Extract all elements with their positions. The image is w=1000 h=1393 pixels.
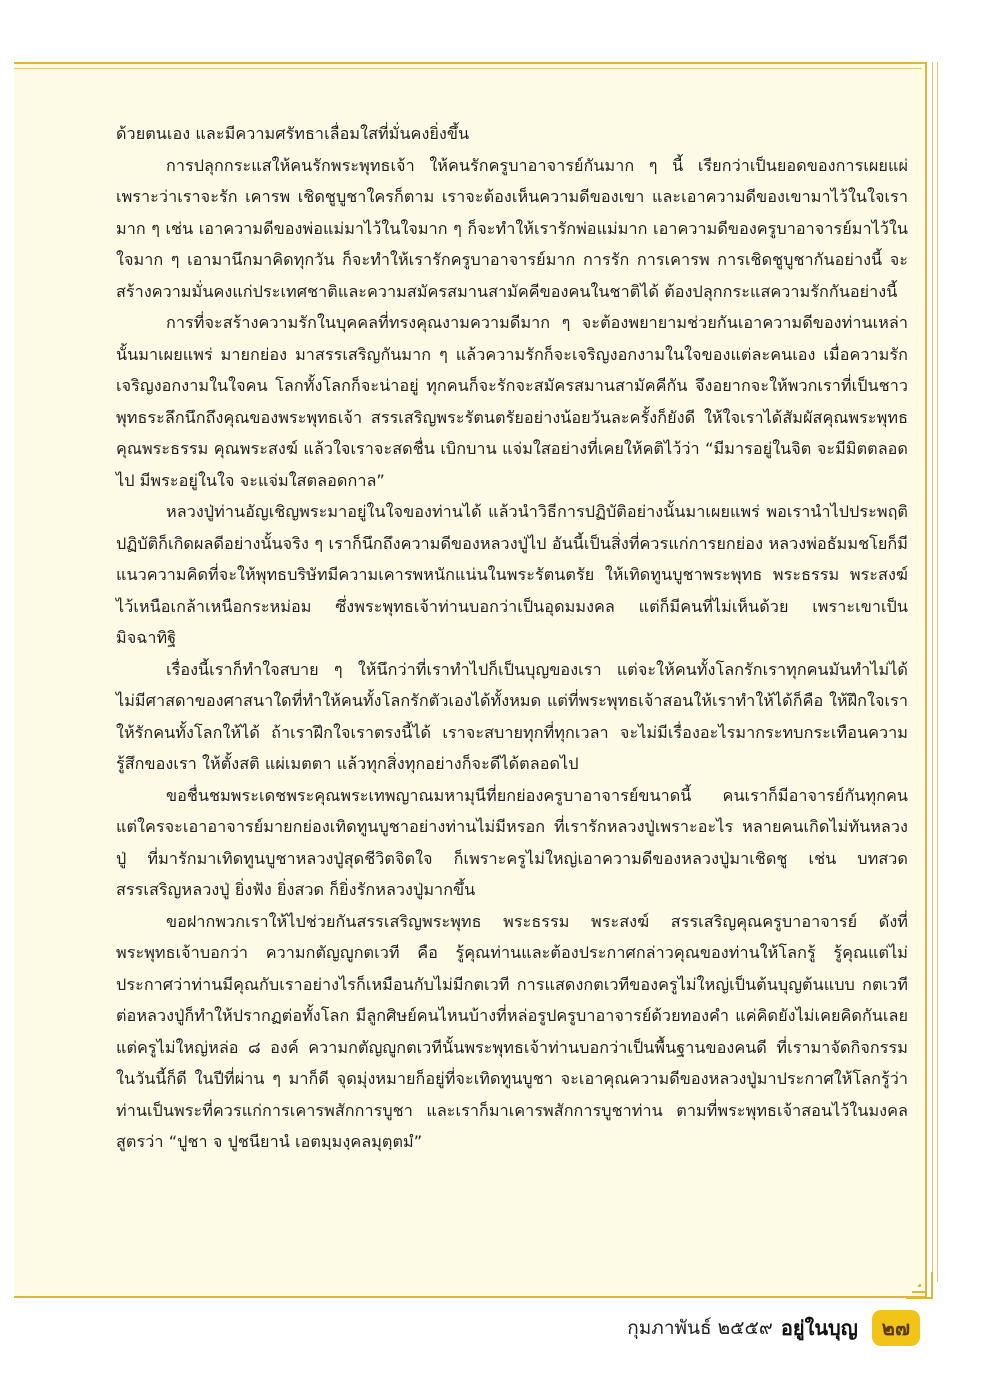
frame-line-right	[932, 62, 933, 1298]
paragraph-1: ด้วยตนเอง และมีความศรัทธาเลื่อมใสที่มั่นคงยิ่งขึ้น	[116, 124, 470, 143]
issue-date: กุมภาพันธ์ ๒๕๕๙	[627, 1317, 773, 1339]
article-body	[116, 118, 908, 1158]
paragraph-4: หลวงปู่ท่านอัญเชิญพระมาอยู่ในใจของท่านได้ แล้วนำวิธีการปฏิบัติอย่างนั้นมาเผยแพร่ พอเรานำไปประพฤติปฏิบัติก็เกิดผลดีอย่างนั้นจริง ๆ เราก็นึกถึงความดีของหลวงปู่ไป อันนี้เป็นสิ่งที่ควรแก่การยกย่อง หลวงพ่อธัมมชโยก็มีแนวความคิดที่จะให้พุทธบริษัทมีความเคารพหนักแน่นในพระรัตนตรัย ให้เทิดทูนบูชาพระพุทธ พระธรรม พระสงฆ์ ไว้เหนือเกล้าเหนือกระหม่อม ซึ่งพระพุทธเจ้าท่านบอกว่าเป็นอุดมมงคล แต่ก็มีคนที่ไม่เห็นด้วย เพราะเขาเป็นมิจฉาทิฐิ	[116, 502, 908, 647]
frame-line-top	[14, 68, 922, 69]
paragraph-6: ขอชื่นชมพระเดชพระคุณพระเทพญาณมหามุนีที่ยกย่องครูบาอาจารย์ขนาดนี้ คนเราก็มีอาจารย์กันทุกคน แต่ใครจะเอาอาจารย์มายกย่องเทิดทูนบูชาอย่างท่านไม่มีหรอก ที่เรารักหลวงปู่เพราะอะไร หลายคนเกิดไม่ทันหลวงปู่ ที่มารักมาเทิดทูนบูชาหลวงปู่สุดชีวิตจิตใจ ก็เพราะครูไม่ใหญ่เอาความดีของหลวงปู่มาเชิดชู เช่น บทสวดสรรเสริญหลวงปู่ ยิ่งฟัง ยิ่งสวด ก็ยิ่งรักหลวงปู่มากขึ้น	[116, 785, 908, 899]
page-footer	[627, 1310, 920, 1346]
paragraph-2: การปลุกกระแสให้คนรักพระพุทธเจ้า ให้คนรักครูบาอาจารย์กันมาก ๆ นี้ เรียกว่าเป็นยอดของการเผยแผ่ เพราะว่าเราจะรัก เคารพ เชิดชูบูชาใครก็ตาม เราจะต้องเห็นความดีของเขา และเอาความดีของเขามาไว้ในใจเรามาก ๆ เช่น เอาความดีของพ่อแม่มาไว้ในใจมาก ๆ ก็จะทำให้เรารักพ่อแม่มาก เอาความดีของครูบาอาจารย์มาไว้ในใจมาก ๆ เอามานึกมาคิดทุกวัน ก็จะทำให้เรารักครูบาอาจารย์มาก การรัก การเคารพ การเชิดชูบูชากันอย่างนี้ จะสร้างความมั่นคงแก่ประเทศชาติและความสมัครสมานสามัคคีของคนในชาติได้ ต้องปลุกกระแสความรักกันอย่างนี้	[116, 155, 908, 301]
paragraph-5: เรื่องนี้เราก็ทำใจสบาย ๆ ให้นึกว่าที่เราทำไปก็เป็นบุญของเรา แต่จะให้คนทั้งโลกรักเราทุกคนมันทำไม่ได้ ไม่มีศาสดาของศาสนาใดที่ทำให้คนทั้งโลกรักตัวเองได้ทั้งหมด แต่ที่พระพุทธเจ้าสอนให้เราทำให้ได้ก็คือ ให้ฝึกใจเราให้รักคนทั้งโลกให้ได้ ถ้าเราฝึกใจเราตรงนี้ได้ เราจะสบายทุกที่ทุกเวลา จะไม่มีเรื่องอะไรมากระทบกระเทือนความรู้สึกของเรา ให้ตั้งสติ แผ่เมตตา แล้วทุกสิ่งทุกอย่างก็จะดีได้ตลอดไป	[116, 659, 908, 773]
paragraph-7: ขอฝากพวกเราให้ไปช่วยกันสรรเสริญพระพุทธ พระธรรม พระสงฆ์ สรรเสริญคุณครูบาอาจารย์ ดังที่พระพุทธเจ้าบอกว่า ความกตัญญูกตเวที คือ รู้คุณท่านและต้องประกาศกล่าวคุณของท่านให้โลกรู้ รู้คุณแต่ไม่ประกาศว่าท่านมีคุณกับเราอย่างไรก็เหมือนกับไม่มีกตเวที การแสดงกตเวทีของครูไม่ใหญ่เป็นต้นบุญต้นแบบ กตเวทีต่อหลวงปู่ก็ทำให้ปรากฏต่อทั้งโลก มีลูกศิษย์คนไหนบ้างที่หล่อรูปครูบาอาจารย์ด้วยทองคำ แค่คิดยังไม่เคยคิดกันเลย แต่ครูไม่ใหญ่หล่อ ๘ องค์ ความกตัญญูกตเวทีนั้นพระพุทธเจ้าท่านบอกว่าเป็นพื้นฐานของคนดี ที่เรามาจัดกิจกรรมในวันนี้ก็ดี ในปีที่ผ่าน ๆ มาก็ดี จุดมุ่งหมายก็อยู่ที่จะเทิดทูนบูชา จะเอาคุณความดีของหลวงปู่มาประกาศให้โลกรู้ว่า ท่านเป็นพระที่ควรแก่การเคารพสักการบูชา และเราก็มาเคารพสักการบูชาท่าน ตามที่พระพุทธเจ้าสอนไว้ในมงคลสูตรว่า “ปูชา จ ปูชนียานํ เอตมฺมงฺคลมุตฺตมํ”	[116, 911, 908, 1151]
frame-line-right-inner	[937, 62, 938, 1282]
paragraph-3: การที่จะสร้างความรักในบุคคลที่ทรงคุณงามความดีมาก ๆ จะต้องพยายามช่วยกันเอาความดีของท่านเหล่านั้นมาเผยแพร่ มายกย่อง มาสรรเสริญกันมาก ๆ แล้วความรักก็จะเจริญงอกงามในใจของแต่ละคนเอง เมื่อความรักเจริญงอกงามในใจคน โลกทั้งโลกก็จะน่าอยู่ ทุกคนก็จะรักจะสมัครสมานสามัคคีกัน จึงอยากจะให้พวกเราที่เป็นชาวพุทธระลึกนึกถึงคุณของพระพุทธเจ้า สรรเสริญพระรัตนตรัยอย่างน้อยวันละครั้งก็ยังดี ให้ใจเราได้สัมผัสคุณพระพุทธ คุณพระธรรม คุณพระสงฆ์ แล้วใจเราจะสดชื่น เบิกบาน แจ่มใสอย่างที่เคยให้คติไว้ว่า “มีมารอยู่ในจิต จะมีมิตตลอดไป มีพระอยู่ในใจ จะแจ่มใสตลอดกาล”	[116, 313, 908, 490]
corner-ornament-icon	[904, 1270, 934, 1300]
page-number-badge: ๒๗	[872, 1310, 920, 1346]
magazine-title: อยู่ในบุญ	[780, 1316, 858, 1340]
